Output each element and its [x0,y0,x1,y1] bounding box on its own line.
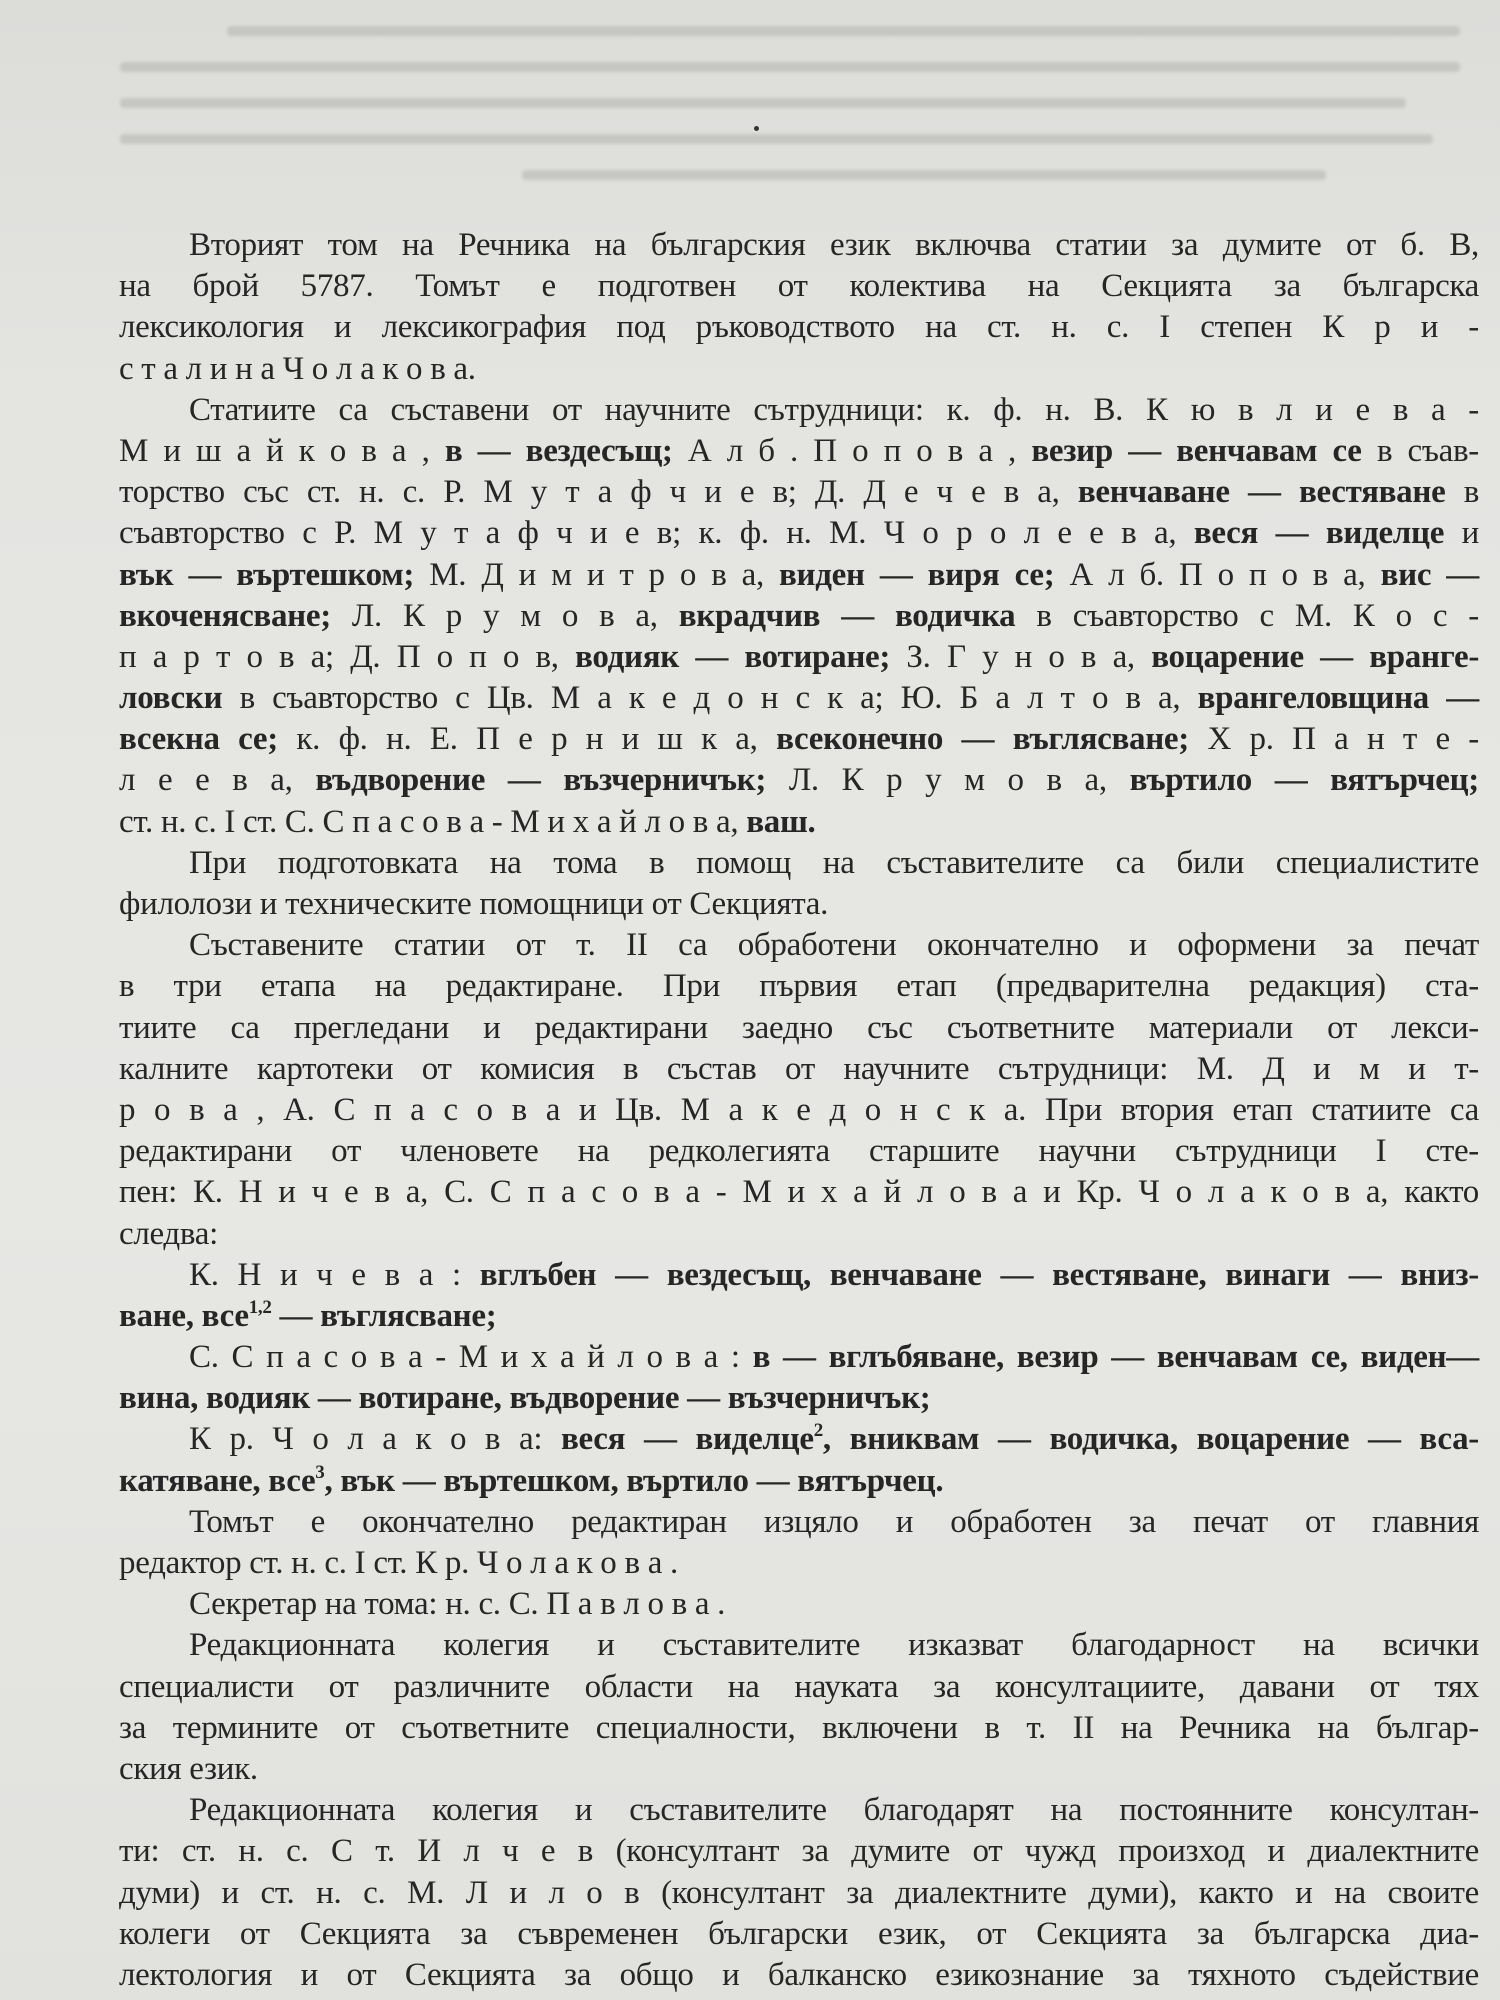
text-run: думи) и ст. н. с. М. Л и л о в (консултант за диалектните думи), както и на своите [119,1874,1479,1911]
text-run: в съав- [1361,432,1479,469]
text-run: Редакционната колегия и съставителите изказват благодарност на всички [189,1627,1479,1664]
text-line [119,925,1479,966]
bold-headword-range: в — вглъбяване, везир — венчавам се, виден— [752,1339,1479,1376]
text-run: на брой 5787. Томът е подготвен от колектива на Секцията за българска [119,268,1479,305]
bold-headword-range: — въглясване; [271,1297,497,1334]
bold-headword-range: водияк — вотиране; [575,638,891,675]
text-line [119,472,1479,513]
text-run: л е е в а, [119,762,316,799]
text-line [119,1049,1479,1090]
text-line [119,843,1479,884]
text-run: лексикология и лексикография под ръководството на ст. н. с. I степен К р и - [119,309,1479,346]
bold-headword-range: в — вездесъщ; [444,432,673,469]
text-run: и [1444,515,1480,552]
superscript: 3 [315,1461,325,1483]
text-run: Л. К р у м о в а, [330,597,679,634]
text-line [119,1172,1479,1213]
text-run: ст. н. с. I ст. С. С п а с о в а - М и х а й л о в а, [119,803,747,840]
text-line [119,1090,1479,1131]
text-line [119,637,1479,678]
text-run: с т а л и н а Ч о л а к о в а. [119,350,476,387]
text-line [119,1419,1479,1460]
bold-headword-range: вина, водияк — вотиране, въдворение — възчерничък; [119,1380,931,1417]
text-line [119,1749,1479,1790]
text-line [119,1214,1479,1255]
bold-headword-range: воцарение — вранге- [1151,638,1480,675]
text-run: в съавторство с Цв. М а к е д о н с к а; Ю. Б а л т о в а, [222,680,1198,717]
text-run: Х р. П а н т е - [1188,721,1479,758]
text-run: следва: [119,1215,218,1252]
text-run: тиите са прегледани и редактирани заедно със съответните материали от лекси- [119,1009,1479,1046]
text-line [119,513,1479,554]
text-run: Съставените статии от т. II са обработени окончателно и оформени за печат [189,927,1479,964]
text-run: в [1445,474,1480,511]
text-run: калните картотеки от комисия в състав от научните сътрудници: М. Д и м и т- [119,1050,1479,1087]
text-run: Томът е окончателно редактиран изцяло и обработен за печат от главния [189,1503,1479,1540]
text-run: редактор ст. н. с. I ст. К р. Ч о л а к о в а . [119,1545,678,1581]
text-line [119,1461,1479,1502]
text-run: торство със ст. н. с. Р. М у т а ф ч и е в; Д. Д е ч е в а, [119,474,1078,511]
ink-dot [754,126,759,131]
text-run: ти: ст. н. с. С т. И л ч е в (консултант за думите от чужд произход и диалектните [119,1833,1479,1870]
text-run: Секретар на тома: н. с. С. П а в л о в а . [189,1586,726,1623]
text-run: специалисти от различните области на науката за консултациите, давани от тях [119,1668,1479,1705]
text-line [119,1790,1479,1831]
bold-headword-range: всекна се; [119,721,278,758]
bold-headword-range: врангеловщина — [1197,680,1479,717]
text-run: Л. К р у м о в а, [766,762,1130,799]
bold-headword-range: веся — виделце [1193,515,1445,552]
text-line [119,1255,1479,1296]
text-run: А л б . П о п о в а , [672,432,1032,469]
text-run: в съавторство с М. К о с - [1015,597,1480,634]
text-run: А л б. П о п о в а, [1054,556,1381,593]
bold-headword-range: вис — [1380,556,1479,593]
text-line [119,1873,1479,1914]
superscript: 1,2 [248,1296,272,1318]
text-run: филолози и техническите помощници от Секцията. [119,886,829,922]
text-run: редактирани от членовете на редколегията старшите научни сътрудници I сте- [119,1133,1479,1170]
text-line [119,966,1479,1007]
superscript: 2 [813,1420,823,1442]
text-run: р о в а , А. С п а с о в а и Цв. М а к е д о н с к а. При втория етап статиите са [119,1091,1479,1128]
text-line [119,719,1479,760]
bold-headword-range: вък — въртешком; [119,556,415,593]
bold-headword-range: вкрадчив — водичка [678,597,1016,634]
text-line [119,1625,1479,1666]
text-line [119,1955,1479,1996]
text-line [119,1667,1479,1708]
text-line [119,1378,1479,1419]
text-line [119,1131,1479,1172]
bold-headword-range: венчаване — вестяване [1077,474,1446,511]
show-through-text [120,0,1460,200]
text-run: К. Н и ч е в а : [189,1256,480,1293]
text-line [119,225,1479,266]
text-line [119,555,1479,596]
text-line [119,390,1479,431]
bold-headword-range: въдворение — възчерничък; [315,762,767,799]
text-run: Вторият том на Речника на българския език включва статии за думите от б. В, [189,227,1479,263]
bold-headword-range: везир — венчавам се [1031,432,1362,469]
text-run: Редакционната колегия и съставителите благодарят на постоянните консултан- [189,1792,1479,1829]
text-run: к. ф. н. Е. П е р н и ш к а, [277,721,777,758]
text-run: К р. Ч о л а к о в а: [189,1421,561,1458]
bold-headword-range: , вниквам — водичка, воцарение — вса- [822,1421,1479,1458]
text-run: съавторство с Р. М у т а ф ч и е в; к. ф. н. М. Ч о р о л е е в а, [119,515,1194,552]
text-line [119,1914,1479,1955]
text-line [119,678,1479,719]
text-run: М и ш а й к о в а , [119,432,445,469]
text-line [119,431,1479,472]
bold-headword-range: ване, все [119,1297,249,1334]
text-run: При подготовката на тома в помощ на съставителите са били специалистите [189,844,1479,881]
text-line [119,1502,1479,1543]
text-line [119,1008,1479,1049]
text-line [119,1337,1479,1378]
text-line [119,1296,1479,1337]
text-run: М. Д и м и т р о в а, [414,556,780,593]
bold-headword-range: ловски [119,680,223,717]
bold-headword-range: катяване, все [119,1462,316,1499]
text-line [119,349,1479,390]
bold-headword-range: всеконечно — въглясване; [776,721,1189,758]
text-run: колеги от Секцията за съвременен български език, от Секцията за българска диа- [119,1915,1479,1952]
document-body [119,225,1479,1996]
text-run: лектология и от Секцията за общо и балканско езикознание за тяхното съдействие [119,1956,1479,1993]
text-run: ския език. [119,1750,258,1787]
text-line [119,1708,1479,1749]
bold-headword-range: ваш. [746,803,816,840]
text-line [119,1584,1479,1625]
text-run: пен: К. Н и ч е в а, С. С п а с о в а - М и х а й л о в а и Кр. Ч о л а к о в а, както [119,1174,1479,1211]
bold-headword-range: вкоченясване; [119,597,331,634]
text-line [119,266,1479,307]
text-run: за термините от съответните специалности, включени в т. II на Речника на българ- [119,1709,1479,1746]
text-run: С. С п а с о в а - М и х а й л о в а : [189,1339,753,1376]
bold-headword-range: , вък — въртешком, въртило — вятърчец. [324,1462,944,1499]
text-run: п а р т о в а; Д. П о п о в, [119,638,576,675]
bold-headword-range: вглъбен — вездесъщ, венчаване — вестяване, винаги — вниз- [479,1256,1479,1293]
text-run: в три етапа на редактиране. При първия етап (предварителна редакция) ста- [119,968,1479,1005]
text-line [119,1543,1479,1584]
text-line [119,884,1479,925]
bold-headword-range: веся — виделце [561,1421,814,1458]
text-line [119,802,1479,843]
text-line [119,307,1479,348]
text-line [119,760,1479,801]
text-line [119,596,1479,637]
text-run: Статиите са съставени от научните сътрудници: к. ф. н. В. К ю в л и е в а - [189,391,1479,428]
bold-headword-range: виден — виря се; [779,556,1055,593]
text-run: З. Г у н о в а, [890,638,1152,675]
bold-headword-range: въртило — вятърчец; [1129,762,1479,799]
text-line [119,1831,1479,1872]
